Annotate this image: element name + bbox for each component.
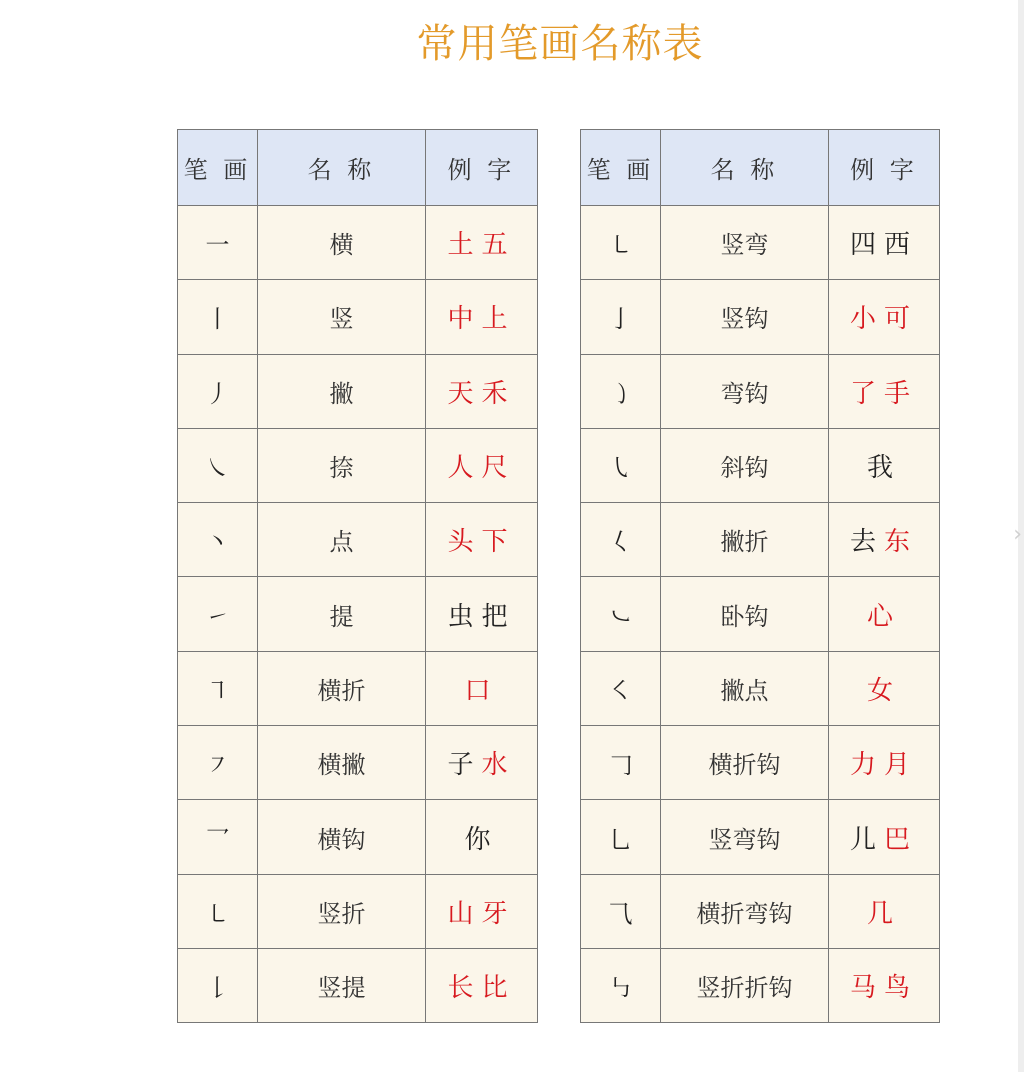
example-char: 几 [866,898,901,929]
table-row [178,948,538,1022]
header-name: 名 称 [661,130,829,206]
example-char: 力 [849,750,884,781]
stroke-name: 竖弯钩 [661,800,829,874]
stroke-name: 竖提 [258,948,426,1022]
example-char: 我 [866,453,901,484]
table-row [178,800,538,874]
table-header-row [581,130,940,206]
example-char: 心 [866,601,901,632]
stroke-name: 横折钩 [661,726,829,800]
example-characters [426,726,538,800]
stroke-name: 竖钩 [661,280,829,354]
table-row [581,651,940,725]
stroke-glyph: ㇂ [581,428,661,502]
header-example: 例 字 [829,130,940,206]
stroke-glyph: 亅 [581,280,661,354]
example-characters [426,651,538,725]
header-example: 例 字 [426,130,538,206]
example-char: 山 [447,898,482,929]
example-characters [426,354,538,428]
example-characters [829,948,940,1022]
table-row [581,948,940,1022]
stroke-name: 竖折折钩 [661,948,829,1022]
table-row [178,428,538,502]
example-characters [829,800,940,874]
example-characters [426,280,538,354]
table-row [178,206,538,280]
table-row [178,874,538,948]
header-name: 名 称 [258,130,426,206]
stroke-glyph: 𠄌 [178,948,258,1022]
stroke-name: 卧钩 [661,577,829,651]
stroke-name: 捺 [258,428,426,502]
example-characters [829,726,940,800]
example-char: 西 [884,230,919,261]
table-row [581,726,940,800]
stroke-name: 提 [258,577,426,651]
stroke-table-left [177,129,538,1023]
stroke-glyph: 丶 [178,503,258,577]
example-characters [426,800,538,874]
example-characters [829,280,940,354]
stroke-glyph: 丿 [178,354,258,428]
example-char: 小 [849,304,884,335]
example-char: 了 [849,378,884,409]
example-char: 巴 [884,824,919,855]
table-row [581,206,940,280]
chevron-right-icon[interactable]: › [1013,522,1022,547]
stroke-glyph: ㇛ [581,651,661,725]
stroke-name: 弯钩 [661,354,829,428]
example-char: 人 [447,453,482,484]
table-row [581,354,940,428]
stroke-glyph: ㇏ [178,428,258,502]
table-row [581,577,940,651]
example-char: 子 [447,750,482,781]
example-char: 五 [481,230,516,261]
stroke-name: 竖 [258,280,426,354]
example-characters [829,651,940,725]
stroke-name: 横折弯钩 [661,874,829,948]
example-characters [829,503,940,577]
header-stroke: 笔 画 [178,130,258,206]
table-row [178,726,538,800]
table-row [178,354,538,428]
stroke-name: 斜钩 [661,428,829,502]
table-row [178,651,538,725]
table-row [581,280,940,354]
stroke-name: 横撇 [258,726,426,800]
example-char: 月 [884,750,919,781]
stroke-glyph: 丨 [178,280,258,354]
stroke-name: 点 [258,503,426,577]
example-char: 你 [464,824,499,855]
example-char: 中 [447,304,482,335]
example-char: 鸟 [884,973,919,1004]
stroke-glyph: 𠃌 [581,726,661,800]
stroke-glyph: 𡿨 [581,503,661,577]
stroke-glyph: 乚 [581,800,661,874]
example-char: 禾 [481,378,516,409]
example-char: 头 [447,527,482,558]
example-char: 女 [866,675,901,706]
stroke-name: 撇点 [661,651,829,725]
example-characters [426,503,538,577]
table-row [581,800,940,874]
stroke-glyph: ㇄ [581,206,661,280]
stroke-name: 竖折 [258,874,426,948]
stroke-glyph: ㇕ [178,651,258,725]
page-title: 常用笔画名称表 [416,21,704,67]
stroke-glyph: ㇁ [581,354,661,428]
example-char: 下 [481,527,516,558]
table-header-row [178,130,538,206]
example-characters [829,428,940,502]
table-row [178,503,538,577]
stroke-name: 横 [258,206,426,280]
stroke-glyph: ㇄ [178,874,258,948]
example-char: 土 [447,230,482,261]
example-characters [426,428,538,502]
header-stroke: 笔 画 [581,130,661,206]
example-characters [426,874,538,948]
example-char: 尺 [481,453,516,484]
example-char: 比 [481,973,516,1004]
stroke-glyph: 一 [178,206,258,280]
example-char: 四 [849,230,884,261]
example-char: 去 [849,527,884,558]
example-char: 虫 [447,601,482,632]
example-char: 口 [464,675,499,706]
example-char: 天 [447,378,482,409]
example-characters [426,577,538,651]
example-char: 可 [884,304,919,335]
example-char: 上 [481,304,516,335]
example-char: 东 [884,527,919,558]
stroke-name: 横钩 [258,800,426,874]
stroke-glyph: ㇀ [178,577,258,651]
example-char: 马 [849,973,884,1004]
stroke-table-right [580,129,940,1023]
table-row [581,428,940,502]
stroke-glyph: ㇇ [178,726,258,800]
stroke-glyph: 乛 [178,800,258,874]
stroke-glyph: ㇃ [581,577,661,651]
example-char: 长 [447,973,482,1004]
table-row [178,280,538,354]
example-char: 水 [481,750,516,781]
stroke-glyph: ㇉ [581,948,661,1022]
stroke-name: 撇 [258,354,426,428]
example-characters [829,206,940,280]
example-characters [426,948,538,1022]
example-characters [426,206,538,280]
example-characters [829,577,940,651]
example-char: 手 [884,378,919,409]
example-char: 把 [481,601,516,632]
table-row [178,577,538,651]
stroke-glyph: ⺄ [581,874,661,948]
table-row [581,503,940,577]
stroke-name: 竖弯 [661,206,829,280]
stroke-name: 横折 [258,651,426,725]
stroke-name: 撇折 [661,503,829,577]
table-row [581,874,940,948]
example-char: 儿 [849,824,884,855]
example-char: 牙 [481,898,516,929]
example-characters [829,354,940,428]
example-characters [829,874,940,948]
